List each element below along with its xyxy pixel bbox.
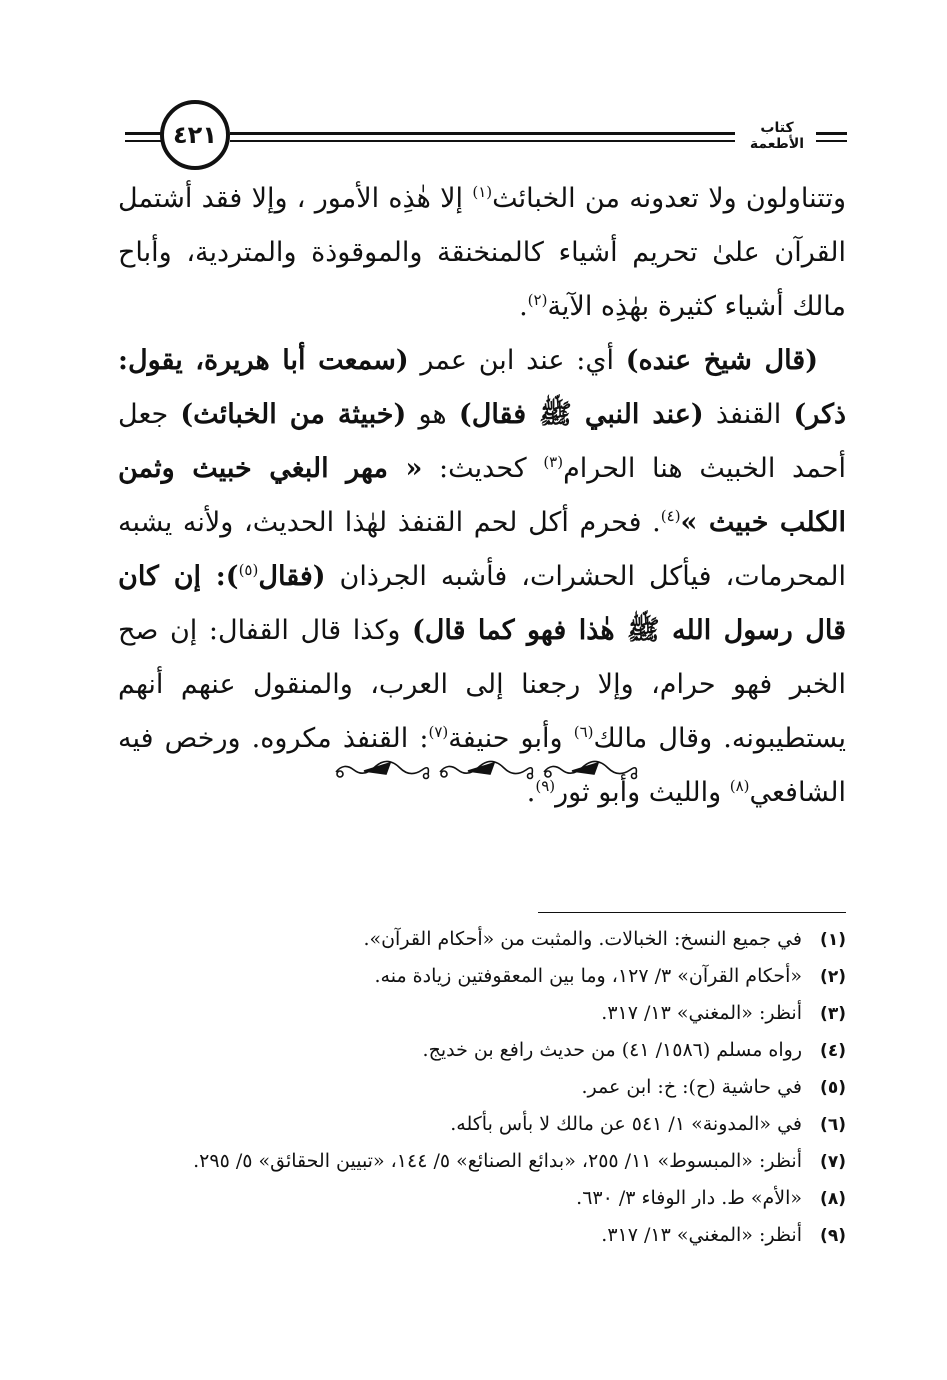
footnote-number: (١) [820, 930, 846, 950]
footnote-text: أنظر: «المبسوط» ١١/ ٢٥٥، «بدائع الصنائع» ٥/ ١٤٤، «تبيين الحقائق» ٥/ ٢٩٥. [193, 1150, 802, 1172]
footnote-number: (٣) [820, 1004, 846, 1024]
paragraph-1: وتتناولون ولا تعدونه من الخبائث$^{(١)}$ إلا هٰذِه الأمور ، وإلا فقد أشتمل القرآن علىٰ تحريم أشياء كالمنخنقة والموقوذة والمتردية، وأباح مالك أشياء كثيرة بهٰذِه الآية$^{(٢)}$. [118, 183, 847, 322]
footnote-ref[interactable]: (٢) [527, 291, 548, 309]
paragraph-2: (قال شيخ عنده) أي: عند ابن عمر (سمعت أبا هريرة، يقول: ذكر) القنفذ (عند النبي ﷺ فقال) هو (خبيثة من الخبائث) جعل أحمد الخبيث هنا الحرام$^{(٣)}$ كحديث: « مهر البغي خبيث وثمن الكلب خبيث »$^{(٤)}$. فحرم أكل لحم القنفذ لهٰذا الحديث، ولأنه يشبه المحرمات، فيأكل الحشرات، فأشبه الجرذان (فقال$^{(٥)}$): إن كان قال رسول الله ﷺ هٰذا فهو كما قال) وكذا قال القفال: إن صح الخبر فهو حرام، وإلا رجعنا إلى العرب، والمنقول عنهم أنهم يستطيبونه. وقال مالك$^{(٦)}$ وأبو حنيفة$^{(٧)}$: القنفذ مكروه. ورخص فيه الشافعي$^{(٨)}$ والليث وأبو ثور$^{(٩)}$. [118, 345, 847, 808]
footnote-text: رواه مسلم (١٥٨٦/ ٤١) من حديث رافع بن خديج. [422, 1039, 802, 1061]
matn-quote: ): إن كان قال رسول الله ﷺ هٰذا فهو كما قال) [118, 561, 846, 646]
page-header [0, 96, 947, 176]
footnote-ref[interactable]: (٩) [535, 777, 556, 795]
footnote-text: «أحكام القرآن» ٣/ ١٢٧، وما بين المعقوفتين زيادة منه. [374, 965, 802, 987]
footnote-ref[interactable]: (١) [472, 183, 493, 201]
footnote [108, 959, 846, 996]
footnote-number: (٧) [820, 1152, 846, 1172]
matn-quote: (قال شيخ عنده) [625, 345, 818, 376]
footnote [108, 1070, 846, 1107]
main-text [118, 172, 846, 820]
footnote-ref[interactable]: (٨) [729, 777, 750, 795]
ornament-divider-icon [330, 752, 640, 788]
matn-quote: (فقال [258, 561, 326, 592]
page-number: ٤٢١ [160, 100, 230, 170]
footnote [108, 922, 846, 959]
footnote-number: (٢) [820, 967, 846, 987]
footnote-ref[interactable]: (٥) [238, 561, 259, 579]
footnote-text: في «المدونة» ١/ ٥٤١ عن مالك لا بأس بأكله. [450, 1113, 802, 1135]
header-rule [815, 140, 847, 142]
header-rule [230, 132, 735, 135]
footnote-ref[interactable]: (٧) [428, 723, 449, 741]
footnote [108, 1181, 846, 1218]
footnote-number: (٨) [820, 1189, 846, 1209]
footnote-text: «الأم» ط. دار الوفاء ٣/ ٦٣٠. [576, 1187, 802, 1209]
footnote-text: أنظر: «المغني» ١٣/ ٣١٧. [601, 1224, 802, 1246]
footnotes [108, 922, 846, 1255]
matn-quote: (عند النبي ﷺ فقال) [458, 399, 704, 430]
footnote [108, 996, 846, 1033]
hadith-quote: « مهر البغي خبيث وثمن الكلب خبيث » [118, 453, 846, 538]
matn-quote: (خبيثة من الخبائث) [180, 399, 407, 430]
footnote-text: في جميع النسخ: الخبالات. والمثبت من «أحكام القرآن». [363, 928, 802, 950]
footnote-number: (٩) [820, 1226, 846, 1246]
running-title: كتاب الأطعمة [738, 120, 816, 152]
footnote-number: (٤) [820, 1041, 846, 1061]
footnote [108, 1033, 846, 1070]
header-rule [230, 140, 735, 142]
footnote-number: (٥) [820, 1078, 846, 1098]
footnote [108, 1218, 846, 1255]
footnote [108, 1144, 846, 1181]
footnote-number: (٦) [820, 1115, 846, 1135]
footnote [108, 1107, 846, 1144]
footnote-separator [538, 912, 846, 913]
footnote-ref[interactable]: (٦) [573, 723, 594, 741]
footnote-ref[interactable]: (٤) [660, 507, 681, 525]
footnote-ref[interactable]: (٣) [543, 453, 564, 471]
footnote-text: في حاشية (ح): خ: ابن عمر. [581, 1076, 802, 1098]
header-rule [815, 132, 847, 135]
footnote-text: أنظر: «المغني» ١٣/ ٣١٧. [601, 1002, 802, 1024]
matn-quote: (سمعت أبا هريرة، يقول: ذكر) [118, 345, 847, 430]
